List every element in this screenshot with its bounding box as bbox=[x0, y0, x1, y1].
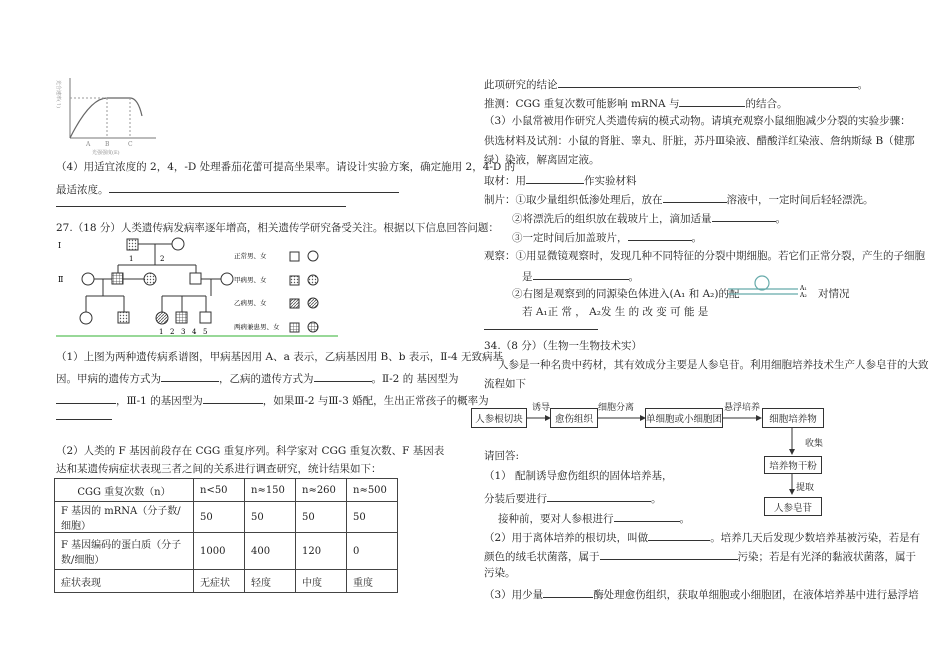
obs-line-2b: 对情况 bbox=[818, 288, 850, 300]
a2-line: （2）用于离体培养的根切块，叫做 。培养几天后发现少数培养基被污染，若是有 bbox=[484, 529, 920, 545]
pedigree-I2-female bbox=[172, 238, 184, 250]
answer-blank[interactable] bbox=[109, 181, 399, 193]
a3-line: （3）用少量 酶处理愈伤组织，获取单细胞或小细胞团，在液体培养基中进行悬浮培 bbox=[484, 586, 919, 602]
graph-ylabel: 光合速率(↑) bbox=[55, 80, 61, 109]
light-curve-graph bbox=[52, 70, 162, 156]
pedigree-II2-male bbox=[112, 273, 123, 284]
pedigree-num-I1: 1 bbox=[129, 255, 134, 263]
blank-material[interactable] bbox=[526, 172, 584, 184]
make-line-3: ③一定时间后加盖玻片， 。 bbox=[512, 229, 702, 245]
blank-conclusion[interactable] bbox=[558, 76, 858, 88]
flow-box-cells: 单细胞或小细胞团 bbox=[645, 408, 723, 428]
legend-normal: 正常男、女 bbox=[234, 252, 267, 260]
blank-disinfect[interactable] bbox=[614, 510, 680, 522]
pedigree-III5-male bbox=[200, 312, 211, 323]
pedigree-II3-female bbox=[144, 273, 156, 285]
a2e-line: 污染。 bbox=[484, 567, 516, 579]
pedigree-num-III5: 5 bbox=[203, 328, 208, 336]
blank-stain[interactable] bbox=[712, 210, 776, 222]
blank-infer[interactable] bbox=[679, 95, 745, 107]
blank-II2-genotype[interactable] bbox=[56, 392, 116, 404]
pedigree-num-I2: 2 bbox=[160, 255, 165, 263]
table-row bbox=[55, 502, 398, 533]
obs-line-3: 若 A₁正 常 ， A₂发 生 的 改 变 可 能 是 bbox=[522, 306, 709, 318]
graph-tick-b: B bbox=[105, 141, 110, 148]
obs-line-1b: 是 。 bbox=[522, 268, 639, 284]
table-cell: 50 bbox=[245, 502, 296, 533]
cgg-table bbox=[54, 478, 398, 593]
table-cell: 重度 bbox=[347, 570, 398, 593]
infer-line: 推测：CGG 重复次数可能影响 mRNA 与 的结合。 bbox=[484, 95, 787, 111]
blank-jia-mode[interactable] bbox=[161, 370, 219, 382]
table-header: n≈150 bbox=[245, 479, 296, 502]
q3-line: （3）小鼠常被用作研究人类遗传病的模式动物。请填充观察小鼠细胞减少分裂的实验步骤： bbox=[484, 115, 911, 127]
flow-label-induce: 诱导 bbox=[532, 403, 551, 413]
table-cell: 50 bbox=[296, 502, 347, 533]
pedigree-II5-female bbox=[221, 273, 233, 285]
flow-box-root: 人参根切块 bbox=[471, 408, 527, 428]
legend-yi: 乙病男、女 bbox=[234, 299, 267, 307]
legend-yi-female bbox=[308, 298, 318, 308]
table-header-row bbox=[55, 479, 398, 502]
blank-sterilize[interactable] bbox=[547, 490, 651, 502]
flow-box-callus: 愈伤组织 bbox=[550, 408, 598, 428]
materials-line: 供选材料及试剂：小鼠的肾脏、睾丸、肝脏，苏丹Ⅲ染液、醋酸洋红染液、詹纳斯绿 B（健那 bbox=[484, 135, 915, 147]
graph-xlabel: 光强强度(E) bbox=[92, 150, 120, 156]
chromosome-pairing-figure bbox=[726, 275, 812, 299]
legend-both-female bbox=[308, 322, 318, 332]
graph-tick-c: C bbox=[128, 141, 133, 148]
take-line: 取材：用 作实验材料 bbox=[484, 172, 637, 188]
a1b-line: 分装后要进行 。 bbox=[484, 490, 662, 506]
blank-solution[interactable] bbox=[663, 191, 727, 203]
q27-2-line1: （2）人类的 F 基因前段存在 CGG 重复序列。科学家对 CGG 重复次数、F 基因表 bbox=[56, 445, 445, 457]
pedigree-num-III3: 3 bbox=[181, 328, 186, 336]
table-cell: 400 bbox=[245, 533, 296, 570]
gen-label-2: Ⅱ bbox=[58, 275, 64, 284]
pedigree-II1-female bbox=[82, 273, 94, 285]
gen-label-1: Ⅰ bbox=[58, 241, 62, 250]
q27-1-line1: （1）上图为两种遗传病系谱图，甲病基因用 A、a 表示，乙病基因用 B、b 表示，Ⅱ-4 无致病基 bbox=[56, 351, 504, 363]
blank-III1-genotype[interactable] bbox=[203, 392, 263, 404]
pedigree-I1-male bbox=[127, 239, 138, 250]
legend-normal-male bbox=[290, 252, 299, 261]
answer-prompt: 请回答: bbox=[484, 450, 520, 462]
chrom-a1: A₁ bbox=[800, 285, 807, 292]
table-header: n≈260 bbox=[296, 479, 347, 502]
flow-label-extract: 提取 bbox=[796, 483, 815, 493]
pedigree-num-III2: 2 bbox=[170, 328, 175, 336]
pedigree-num-III4: 4 bbox=[192, 328, 197, 336]
blank-explant[interactable] bbox=[648, 529, 710, 541]
legend-jia-male bbox=[290, 276, 299, 285]
flow-label-collect: 收集 bbox=[805, 439, 824, 449]
a1-line: （1） 配制诱导愈伤组织的固体培养基， bbox=[484, 470, 673, 482]
q27-heading: 27.（18 分）人类遗传病发病率逐年增高，相关遗传学研究备受关注。根据以下信息回答问题： bbox=[56, 222, 499, 234]
blank-daughter-cells[interactable] bbox=[533, 268, 629, 280]
pedigree-II4-male bbox=[190, 273, 201, 284]
obs-answer-line[interactable] bbox=[484, 318, 598, 334]
blank-press[interactable] bbox=[628, 229, 692, 241]
table-cell: 中度 bbox=[296, 570, 347, 593]
table-cell: 50 bbox=[194, 502, 245, 533]
legend-both: 两病兼患男、女 bbox=[234, 323, 280, 331]
table-cell: 1000 bbox=[194, 533, 245, 570]
pedigree-chart bbox=[56, 236, 338, 338]
flow-box-powder: 培养物干粉 bbox=[764, 456, 822, 474]
legend-yi-male bbox=[290, 299, 299, 308]
legend-jia-female bbox=[308, 275, 318, 285]
obs-line-2: ②右图是观察到的同源染色体进入(A₁ 和 A₂)的配 bbox=[512, 288, 740, 300]
pedigree-num-III1: 1 bbox=[159, 328, 164, 336]
flow-box-culture: 细胞培养物 bbox=[762, 408, 824, 428]
q4-text-2: 最适浓度。 bbox=[56, 181, 399, 197]
pedigree-III4-male bbox=[176, 312, 187, 323]
flow-label-separate: 细胞分离 bbox=[598, 403, 635, 413]
chrom-a2: A₂ bbox=[800, 292, 807, 299]
pedigree-III3-female bbox=[156, 312, 168, 324]
table-header: n<50 bbox=[194, 479, 245, 502]
blank-yi-mode[interactable] bbox=[314, 370, 372, 382]
graph-tick-a: A bbox=[86, 141, 91, 148]
legend-jia: 甲病男、女 bbox=[234, 276, 267, 284]
q34-intro-2: 流程如下 bbox=[484, 378, 526, 390]
q4-text: （4）用适宜浓度的 2，4，-D 处理番茄花蕾可提高坐果率。请设计实验方案，确定施用 2，4-D 的 bbox=[56, 161, 516, 173]
make-line-2: ②将漂洗后的组织放在载玻片上，滴加适量 。 bbox=[512, 210, 786, 226]
pedigree-III1-female bbox=[80, 312, 92, 324]
q27-1-line2: 因。甲病的遗传方式为 ，乙病的遗传方式为 。Ⅱ-2 的 基因型为 bbox=[56, 370, 459, 386]
table-cell: 无症状 bbox=[194, 570, 245, 593]
table-cell: 50 bbox=[347, 502, 398, 533]
table-cell: 轻度 bbox=[245, 570, 296, 593]
q4-answer-line[interactable] bbox=[56, 195, 346, 211]
table-cell: 120 bbox=[296, 533, 347, 570]
pedigree-III2-male bbox=[118, 312, 129, 323]
q27-1-line3: ，Ⅲ-1 的基因型为 ，如果Ⅲ-2 与Ⅲ-3 婚配，生出正常孩子的概率为 bbox=[56, 392, 489, 408]
table-header: CGG 重复次数（n） bbox=[55, 479, 194, 502]
flow-box-saponin: 人参皂苷 bbox=[764, 497, 822, 516]
conclusion-line: 此项研究的结论 。 bbox=[484, 76, 868, 92]
q34-heading: 34.（8 分）（生物一生物技术实） bbox=[484, 340, 642, 352]
a1c-line: 接种前，要对人参根进行 。 bbox=[498, 510, 690, 526]
table-cell: 0 bbox=[347, 533, 398, 570]
flow-label-suspend: 悬浮培养 bbox=[724, 403, 761, 413]
table-cell: F 基因编码的蛋白质（分子数/细胞） bbox=[55, 533, 194, 570]
blank-fungus[interactable] bbox=[600, 548, 738, 560]
q34-intro-1: 人参是一种名贵中药材，其有效成分主要是人参皂苷。利用细胞培养技术生产人参皂苷的大致 bbox=[498, 359, 929, 371]
blank-enzyme[interactable] bbox=[543, 586, 593, 598]
legend-both-male bbox=[290, 323, 299, 332]
obs-line-1: 观察：①用显微镜观察时，发现几种不同特征的分裂中期细胞。若它们正常分裂，产生的子细胞 bbox=[484, 250, 925, 262]
legend-normal-female bbox=[308, 251, 318, 261]
materials-line-2: 绿）染液，解离固定液。 bbox=[484, 154, 600, 166]
make-line-1: 制片：①取少量组织低渗处理后，放在 溶液中，一定时间后轻轻漂洗。 bbox=[484, 191, 874, 207]
q27-2-line2: 达和某遗传病症状表现三者之间的关系进行调查研究，统计结果如下： bbox=[56, 463, 382, 475]
table-cell: F 基因的 mRNA（分子数/细胞） bbox=[55, 502, 194, 533]
q27-1-line4[interactable] bbox=[56, 408, 112, 424]
table-row bbox=[55, 570, 398, 593]
table-cell: 症状表现 bbox=[55, 570, 194, 593]
table-row bbox=[55, 533, 398, 570]
a2c-line: 颜色的绒毛状菌落，属于 污染；若是有光泽的黏液状菌落，属于 bbox=[484, 548, 916, 564]
table-header: n≈500 bbox=[347, 479, 398, 502]
